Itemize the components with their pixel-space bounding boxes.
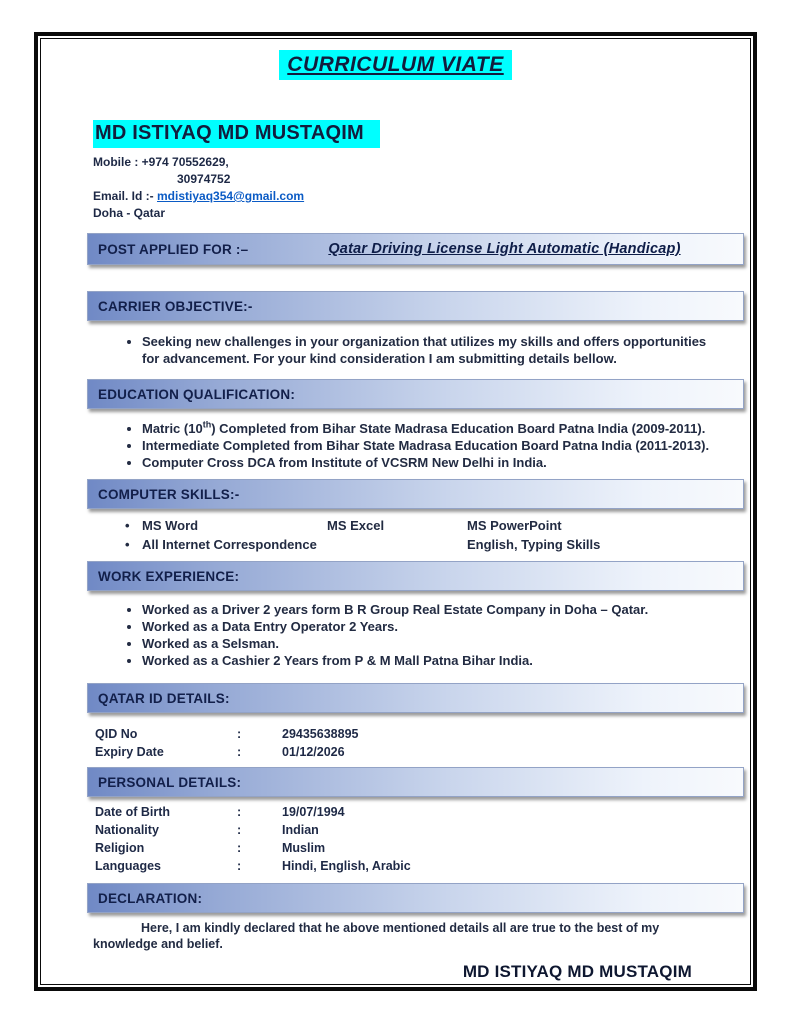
experience-list	[43, 601, 736, 669]
detail-colon: :	[237, 841, 242, 855]
email-link[interactable]: mdistiyaq354@gmail.com	[157, 189, 305, 203]
objective-list	[43, 333, 736, 367]
computer-skills-grid	[142, 517, 748, 553]
email-label: Email. Id :-	[93, 189, 158, 203]
detail-label: Religion	[95, 841, 145, 855]
education-item: • Intermediate Completed from Bihar State Madrasa Education Board Patna India (2011-2013).	[142, 437, 736, 454]
email-line	[93, 188, 748, 205]
section-heading-work-experience	[87, 561, 744, 591]
contact-block	[93, 154, 748, 222]
page-border	[34, 32, 757, 991]
mobile-number-2: 30974752	[177, 172, 231, 186]
skill-item: MS PowerPoint	[467, 518, 562, 533]
experience-item: • Worked as a Selsman.	[142, 635, 736, 652]
education-heading-label: EDUCATION QUALIFICATION:	[98, 386, 296, 402]
qatar-id-details	[95, 725, 748, 761]
detail-colon: :	[237, 823, 242, 837]
experience-item: • Worked as a Cashier 2 Years from P & M Mall Patna Bihar India.	[142, 652, 736, 669]
detail-colon: :	[237, 859, 242, 873]
detail-row	[95, 839, 748, 857]
skill-item: • All Internet Correspondence	[142, 536, 467, 553]
mobile-number-1: +974 70552629,	[141, 155, 229, 169]
name-row	[93, 120, 748, 148]
education-item1-pre: Matric (10	[142, 421, 203, 436]
objective-heading-label: CARRIER OBJECTIVE:-	[98, 298, 253, 314]
detail-row	[95, 857, 748, 875]
experience-item: • Worked as a Driver 2 years form B R Group Real Estate Company in Doha – Qatar.	[142, 601, 736, 618]
section-heading-computer-skills	[87, 479, 744, 509]
detail-row	[95, 821, 748, 839]
post-applied-bar	[87, 233, 744, 265]
education-list	[43, 420, 736, 471]
education-item1-post: ) Completed from Bihar State Madrasa Education Board Patna India (2009-2011).	[211, 421, 706, 436]
personal-details	[95, 803, 748, 875]
detail-value: 29435638895	[282, 727, 359, 741]
qatar-id-heading-label: QATAR ID DETAILS:	[98, 690, 230, 706]
detail-label: QID No	[95, 727, 138, 741]
detail-colon: :	[237, 745, 242, 759]
education-item1-sup: th	[202, 419, 212, 430]
detail-row	[95, 743, 748, 761]
location-line: Doha - Qatar	[93, 206, 166, 220]
detail-value: 01/12/2026	[282, 745, 345, 759]
detail-row	[95, 725, 748, 743]
signature-name: MD ISTIYAQ MD MUSTAQIM	[462, 962, 692, 981]
section-heading-qatar-id	[87, 683, 744, 713]
detail-value: 19/07/1994	[282, 805, 345, 819]
detail-value: Muslim	[282, 841, 326, 855]
education-item	[142, 420, 736, 437]
page-inner-border	[40, 38, 751, 985]
personal-details-heading-label: PERSONAL DETAILS:	[98, 774, 242, 790]
section-heading-personal-details	[87, 767, 744, 797]
objective-item: • Seeking new challenges in your organization that utilizes my skills and offers opportunities for advancement. For your kind consideration I am submitting details bellow.	[142, 333, 714, 367]
detail-value: Indian	[282, 823, 319, 837]
work-experience-heading-label: WORK EXPERIENCE:	[98, 568, 240, 584]
detail-colon: :	[237, 805, 242, 819]
detail-colon: :	[237, 727, 242, 741]
detail-label: Expiry Date	[95, 745, 164, 759]
detail-value: Hindi, English, Arabic	[282, 859, 411, 873]
title-row	[43, 45, 748, 80]
skill-item: English, Typing Skills	[467, 537, 601, 552]
skill-item: • MS Word	[142, 517, 327, 534]
skill-item: MS Excel	[327, 518, 385, 533]
post-applied-value: Qatar Driving License Light Automatic (Handicap)	[328, 241, 681, 257]
detail-label: Languages	[95, 859, 161, 873]
education-item: • Computer Cross DCA from Institute of VCSRM New Delhi in India.	[142, 454, 736, 471]
section-heading-education	[87, 379, 744, 409]
document-title: CURRICULUM VIATE	[279, 50, 511, 80]
section-heading-objective	[87, 291, 744, 321]
detail-label: Nationality	[95, 823, 159, 837]
computer-skills-heading-label: COMPUTER SKILLS:-	[98, 486, 240, 502]
experience-item: • Worked as a Data Entry Operator 2 Years.	[142, 618, 736, 635]
declaration-text: Here, I am kindly declared that he above mentioned details all are true to the best of my knowledge and belief.	[93, 921, 660, 951]
detail-label: Date of Birth	[95, 805, 170, 819]
mobile-label: Mobile :	[93, 155, 142, 169]
declaration-heading-label: DECLARATION:	[98, 890, 203, 906]
candidate-name: MD ISTIYAQ MD MUSTAQIM	[93, 120, 380, 148]
section-heading-declaration	[87, 883, 744, 913]
mobile-line	[93, 154, 748, 171]
post-applied-label: POST APPLIED FOR :–	[98, 241, 249, 257]
detail-row	[95, 803, 748, 821]
